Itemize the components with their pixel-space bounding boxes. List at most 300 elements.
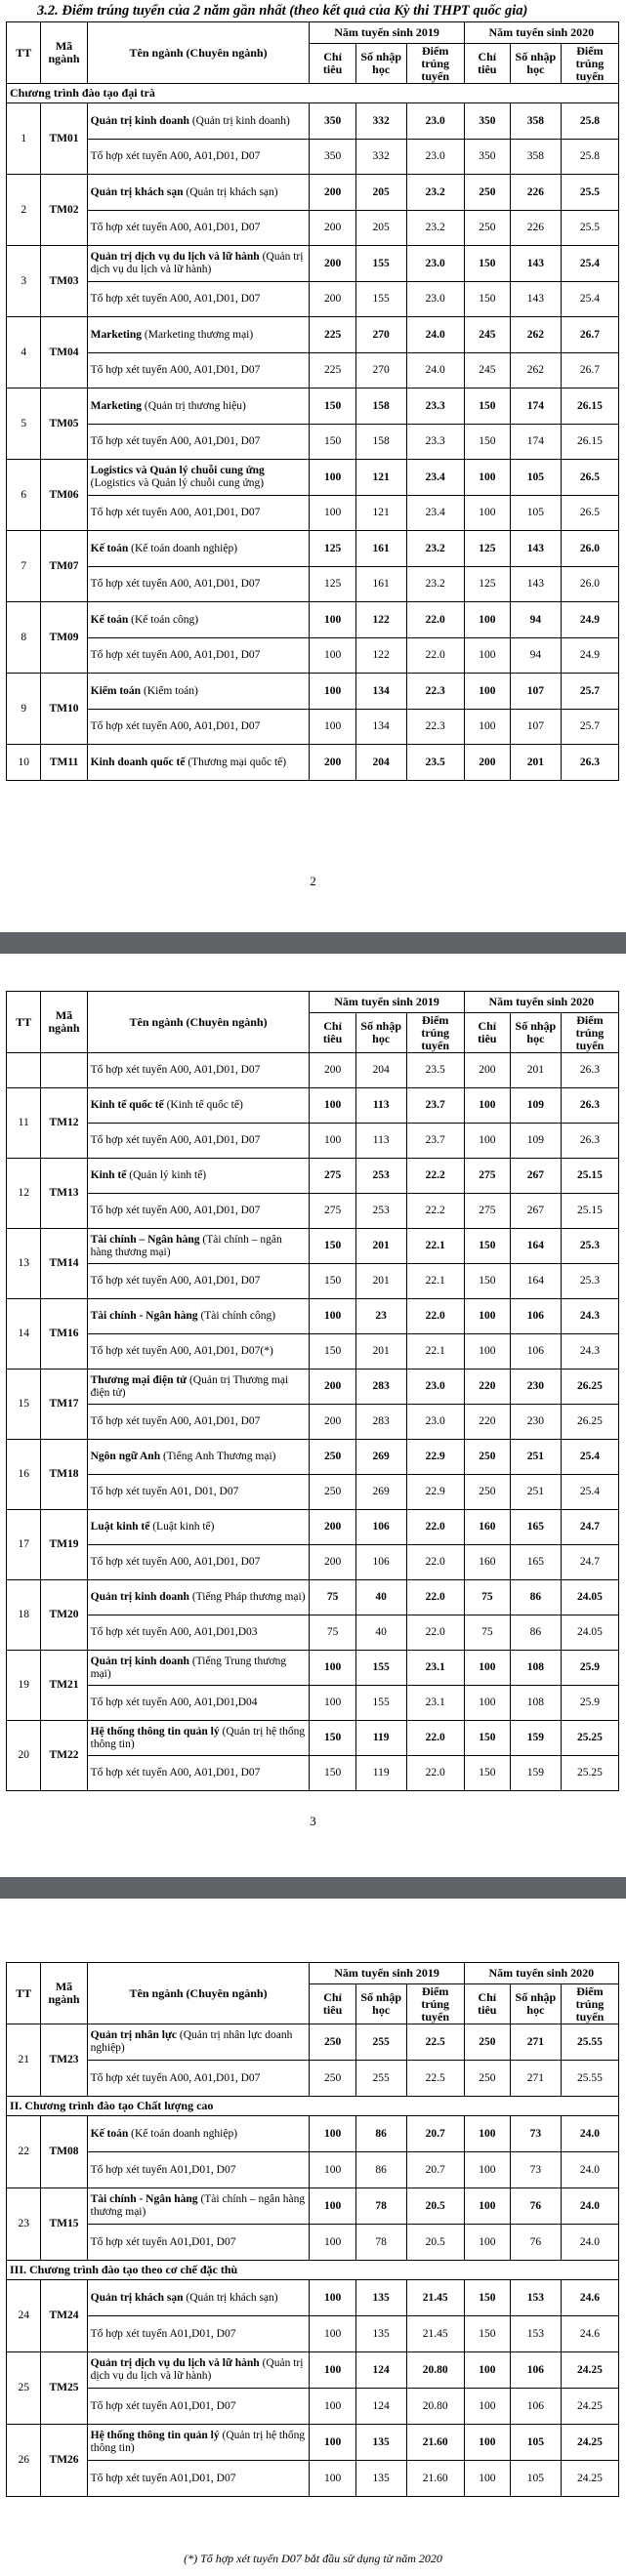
combination-row <box>7 1053 619 1088</box>
value-cell: 160 <box>464 1545 510 1580</box>
value-cell: 253 <box>355 1194 406 1229</box>
major-code: TM26 <box>41 2425 87 2497</box>
combination-name: Tổ hợp xét tuyển A00, A01,D01, D07 <box>87 710 310 745</box>
major-name: Hệ thống thông tin quản lý <box>90 2430 220 2441</box>
value-cell: 201 <box>355 1229 406 1264</box>
row-number: 14 <box>7 1299 41 1370</box>
value-cell: 25.25 <box>561 1756 618 1791</box>
value-cell: 24.25 <box>561 2389 618 2425</box>
value-cell: 100 <box>310 2152 355 2188</box>
value-cell: 155 <box>355 246 406 282</box>
major-name: Quản trị dịch vụ du lịch và lữ hành <box>90 2357 260 2369</box>
combination-name: Tổ hợp xét tuyển A00, A01,D01, D07 <box>87 1756 310 1791</box>
row-number: 25 <box>7 2352 41 2425</box>
major-specialization: (Tiếng Pháp thương mại) <box>191 1591 306 1603</box>
combination-name: Tổ hợp xét tuyển A01,D01, D07 <box>87 2152 310 2188</box>
major-row <box>7 1580 619 1615</box>
value-cell: 100 <box>464 2225 510 2261</box>
header-chi-tieu: Chỉ tiêu <box>310 1013 355 1053</box>
major-name-cell <box>87 1510 310 1545</box>
value-cell: 113 <box>355 1124 406 1159</box>
major-specialization: (Tiếng Trung thương mại) <box>90 1655 287 1680</box>
header-year-2019: Năm tuyển sinh 2019 <box>310 1963 464 1984</box>
major-name-cell <box>87 317 310 353</box>
header-row <box>7 1963 619 1984</box>
value-cell: 150 <box>310 425 355 460</box>
major-name: Kinh tế quốc tế <box>90 1099 164 1111</box>
row-number: 15 <box>7 1370 41 1440</box>
major-code: TM20 <box>41 1580 87 1651</box>
major-specialization: (Marketing thương mại) <box>144 328 254 341</box>
value-cell: 165 <box>510 1545 561 1580</box>
value-cell: 24.0 <box>406 353 464 388</box>
value-cell: 205 <box>355 211 406 246</box>
value-cell: 73 <box>510 2116 561 2152</box>
value-cell: 220 <box>464 1405 510 1440</box>
row-number: 17 <box>7 1510 41 1580</box>
header-diem-trung-tuyen: Điểm trúng tuyển <box>561 1013 618 1053</box>
value-cell: 24.9 <box>561 638 618 674</box>
value-cell: 100 <box>464 1299 510 1334</box>
value-cell: 350 <box>464 103 510 140</box>
value-cell: 201 <box>510 1053 561 1088</box>
major-name-cell <box>87 2116 310 2152</box>
combination-name: Tổ hợp xét tuyển A00, A01,D01, D07 <box>87 1405 310 1440</box>
major-code: TM09 <box>41 602 87 674</box>
combination-name: Tổ hợp xét tuyển A00, A01,D01, D07 <box>87 1545 310 1580</box>
major-code: TM08 <box>41 2116 87 2188</box>
value-cell: 106 <box>510 1334 561 1370</box>
value-cell: 25.15 <box>561 1159 618 1194</box>
combination-name: Tổ hợp xét tuyển A01,D01, D07 <box>87 2225 310 2261</box>
value-cell: 270 <box>355 317 406 353</box>
value-cell: 75 <box>310 1580 355 1615</box>
row-number: 12 <box>7 1159 41 1229</box>
value-cell: 100 <box>464 2461 510 2497</box>
value-cell: 251 <box>510 1440 561 1475</box>
value-cell: 150 <box>464 1264 510 1299</box>
major-row <box>7 2280 619 2316</box>
header-so-nhap-hoc: Số nhập học <box>355 1013 406 1053</box>
value-cell: 22.0 <box>406 1721 464 1756</box>
major-code: TM23 <box>41 2024 87 2097</box>
value-cell: 21.45 <box>406 2280 464 2316</box>
major-code: TM21 <box>41 1651 87 1721</box>
value-cell: 350 <box>464 140 510 175</box>
value-cell: 24.25 <box>561 2425 618 2461</box>
section-title: 3.2. Điểm trúng tuyển của 2 năm gần nhất (theo kết quả của Kỳ thi THPT quốc gia) <box>37 3 528 19</box>
header-diem-trung-tuyen: Điểm trúng tuyển <box>406 44 464 84</box>
program-group-row <box>7 2097 619 2116</box>
header-so-nhap-hoc: Số nhập học <box>510 1013 561 1053</box>
value-cell: 135 <box>355 2425 406 2461</box>
header-tt: TT <box>7 22 41 84</box>
value-cell: 135 <box>355 2461 406 2497</box>
value-cell: 86 <box>355 2152 406 2188</box>
value-cell: 106 <box>355 1510 406 1545</box>
value-cell: 174 <box>510 388 561 425</box>
combination-name: Tổ hợp xét tuyển A01,D01, D07 <box>87 2316 310 2352</box>
header-ma-nganh: Mã ngành <box>41 22 87 84</box>
value-cell: 119 <box>355 1756 406 1791</box>
value-cell: 26.7 <box>561 317 618 353</box>
value-cell: 150 <box>464 246 510 282</box>
major-specialization: (Quản trị dịch vụ du lịch và lữ hành) <box>90 251 304 275</box>
value-cell: 24.3 <box>561 1334 618 1370</box>
value-cell: 200 <box>464 1053 510 1088</box>
value-cell: 250 <box>464 2024 510 2061</box>
header-row <box>7 992 619 1013</box>
combination-name: Tổ hợp xét tuyển A00, A01,D01, D07 <box>87 567 310 602</box>
value-cell: 26.25 <box>561 1370 618 1405</box>
header-diem-trung-tuyen: Điểm trúng tuyển <box>561 1984 618 2024</box>
value-cell: 22.0 <box>406 1545 464 1580</box>
value-cell: 267 <box>510 1159 561 1194</box>
value-cell: 24.05 <box>561 1580 618 1615</box>
value-cell: 100 <box>310 2461 355 2497</box>
value-cell: 250 <box>464 175 510 211</box>
program-group-label: II. Chương trình đào tạo Chất lượng cao <box>7 2097 619 2116</box>
major-row <box>7 1510 619 1545</box>
combination-row <box>7 1194 619 1229</box>
value-cell: 155 <box>355 1686 406 1721</box>
major-specialization: (Kinh tế quốc tế) <box>166 1099 243 1111</box>
major-code: TM19 <box>41 1510 87 1580</box>
value-cell: 105 <box>510 496 561 531</box>
value-cell: 158 <box>355 388 406 425</box>
value-cell: 22.1 <box>406 1334 464 1370</box>
value-cell: 100 <box>310 1651 355 1686</box>
major-row <box>7 175 619 211</box>
value-cell: 150 <box>310 1264 355 1299</box>
value-cell: 76 <box>510 2188 561 2225</box>
value-cell: 262 <box>510 317 561 353</box>
combination-row <box>7 425 619 460</box>
major-name: Kế toán <box>90 613 129 626</box>
value-cell: 164 <box>510 1229 561 1264</box>
value-cell: 24.7 <box>561 1545 618 1580</box>
value-cell: 40 <box>355 1580 406 1615</box>
value-cell: 26.3 <box>561 745 618 781</box>
value-cell: 75 <box>464 1615 510 1651</box>
value-cell: 25.8 <box>561 140 618 175</box>
value-cell: 22.2 <box>406 1159 464 1194</box>
value-cell: 134 <box>355 674 406 710</box>
major-name-cell <box>87 1370 310 1405</box>
page-separator <box>0 1877 626 1899</box>
value-cell: 155 <box>355 1651 406 1686</box>
value-cell: 25.7 <box>561 710 618 745</box>
value-cell: 25.8 <box>561 103 618 140</box>
major-name-cell <box>87 2188 310 2225</box>
value-cell: 200 <box>310 745 355 781</box>
value-cell: 100 <box>310 1088 355 1124</box>
value-cell: 24.6 <box>561 2316 618 2352</box>
major-row <box>7 2024 619 2061</box>
value-cell: 25.3 <box>561 1229 618 1264</box>
value-cell: 200 <box>310 211 355 246</box>
value-cell: 332 <box>355 103 406 140</box>
value-cell: 150 <box>464 1756 510 1791</box>
value-cell: 100 <box>310 2116 355 2152</box>
major-name: Kiểm toán <box>90 684 142 697</box>
value-cell: 113 <box>355 1088 406 1124</box>
value-cell: 250 <box>310 1440 355 1475</box>
major-specialization: (Tài chính công) <box>200 1310 276 1322</box>
header-so-nhap-hoc: Số nhập học <box>355 44 406 84</box>
value-cell: 100 <box>464 1334 510 1370</box>
value-cell: 106 <box>510 2389 561 2425</box>
major-specialization: (Kế toán doanh nghiệp) <box>131 542 238 554</box>
combination-row <box>7 2316 619 2352</box>
value-cell: 75 <box>464 1580 510 1615</box>
value-cell: 20.80 <box>406 2389 464 2425</box>
combination-name: Tổ hợp xét tuyển A00, A01,D01, D07 <box>87 496 310 531</box>
value-cell: 226 <box>510 175 561 211</box>
major-specialization: (Quản lý kinh tế) <box>129 1169 207 1181</box>
header-row <box>7 22 619 44</box>
value-cell: 204 <box>355 1053 406 1088</box>
value-cell: 100 <box>464 1651 510 1686</box>
major-specialization: (Quản trị thương hiệu) <box>144 399 246 412</box>
value-cell: 255 <box>355 2024 406 2061</box>
value-cell: 150 <box>464 1721 510 1756</box>
major-code: TM22 <box>41 1721 87 1791</box>
value-cell: 143 <box>510 246 561 282</box>
major-name-cell <box>87 1580 310 1615</box>
value-cell: 150 <box>464 2316 510 2352</box>
value-cell: 200 <box>464 745 510 781</box>
major-row <box>7 317 619 353</box>
value-cell: 23.3 <box>406 388 464 425</box>
header-chi-tieu: Chỉ tiêu <box>464 1984 510 2024</box>
header-ten-nganh: Tên ngành (Chuyên ngành) <box>87 992 310 1053</box>
value-cell: 20.7 <box>406 2152 464 2188</box>
value-cell: 105 <box>510 2461 561 2497</box>
value-cell: 200 <box>310 282 355 317</box>
major-specialization: (Logistics và Quản lý chuỗi cung ứng) <box>90 477 265 489</box>
row-number: 23 <box>7 2188 41 2261</box>
value-cell: 251 <box>510 1475 561 1510</box>
value-cell: 22.3 <box>406 710 464 745</box>
major-name: Quản trị kinh doanh <box>90 1655 189 1667</box>
value-cell: 205 <box>355 175 406 211</box>
combination-name: Tổ hợp xét tuyển A00, A01,D01, D07 <box>87 211 310 246</box>
value-cell: 255 <box>355 2061 406 2097</box>
value-cell: 100 <box>310 2280 355 2316</box>
value-cell: 150 <box>310 1756 355 1791</box>
major-specialization: (Quản trị kinh doanh) <box>191 114 290 127</box>
major-name: Quản trị nhân lực <box>90 2029 178 2041</box>
row-number: 6 <box>7 460 41 531</box>
value-cell: 271 <box>510 2024 561 2061</box>
value-cell: 25.4 <box>561 1475 618 1510</box>
value-cell: 25.3 <box>561 1264 618 1299</box>
value-cell: 100 <box>310 638 355 674</box>
header-so-nhap-hoc: Số nhập học <box>510 1984 561 2024</box>
major-row <box>7 460 619 496</box>
major-name: Luật kinh tế <box>90 1521 150 1533</box>
value-cell: 150 <box>310 1721 355 1756</box>
major-name: Marketing <box>90 328 143 341</box>
value-cell: 94 <box>510 638 561 674</box>
value-cell: 108 <box>510 1686 561 1721</box>
value-cell: 24.7 <box>561 1510 618 1545</box>
value-cell: 122 <box>355 638 406 674</box>
major-row <box>7 1299 619 1334</box>
value-cell: 24.25 <box>561 2352 618 2389</box>
value-cell: 201 <box>510 745 561 781</box>
major-specialization: (Luật kinh tế) <box>152 1521 215 1533</box>
value-cell: 26.3 <box>561 1124 618 1159</box>
header-tt: TT <box>7 992 41 1053</box>
value-cell: 125 <box>310 567 355 602</box>
value-cell: 332 <box>355 140 406 175</box>
combination-row <box>7 2461 619 2497</box>
major-row <box>7 2116 619 2152</box>
major-name: Kế toán <box>90 2127 129 2140</box>
header-chi-tieu: Chỉ tiêu <box>464 44 510 84</box>
major-row <box>7 2352 619 2389</box>
combination-row <box>7 282 619 317</box>
value-cell: 269 <box>355 1475 406 1510</box>
major-name-cell <box>87 175 310 211</box>
value-cell: 86 <box>355 2116 406 2152</box>
value-cell: 26.0 <box>561 531 618 567</box>
combination-name: Tổ hợp xét tuyển A00, A01,D01, D07 <box>87 1194 310 1229</box>
value-cell: 124 <box>355 2352 406 2389</box>
value-cell: 22.2 <box>406 1194 464 1229</box>
major-row <box>7 2188 619 2225</box>
combination-row <box>7 1334 619 1370</box>
value-cell: 23.0 <box>406 246 464 282</box>
header-ma-nganh: Mã ngành <box>41 1963 87 2024</box>
value-cell: 226 <box>510 211 561 246</box>
value-cell: 78 <box>355 2188 406 2225</box>
value-cell: 275 <box>464 1194 510 1229</box>
value-cell: 100 <box>464 674 510 710</box>
value-cell: 275 <box>464 1159 510 1194</box>
value-cell: 100 <box>310 674 355 710</box>
major-specialization: (Quản trị nhân lực doanh nghiệp) <box>90 2029 293 2054</box>
combination-row <box>7 140 619 175</box>
combination-name: Tổ hợp xét tuyển A00, A01,D01,D03 <box>87 1615 310 1651</box>
header-chi-tieu: Chỉ tiêu <box>310 44 355 84</box>
value-cell: 100 <box>310 2188 355 2225</box>
value-cell: 143 <box>510 531 561 567</box>
value-cell: 21.45 <box>406 2316 464 2352</box>
value-cell: 23.0 <box>406 103 464 140</box>
major-specialization: (Kiểm toán) <box>143 684 198 697</box>
value-cell: 100 <box>464 460 510 496</box>
combination-row <box>7 1405 619 1440</box>
value-cell: 23.2 <box>406 211 464 246</box>
value-cell: 86 <box>510 1615 561 1651</box>
major-code: TM18 <box>41 1440 87 1510</box>
major-name-cell <box>87 1440 310 1475</box>
major-name-cell <box>87 1721 310 1756</box>
program-group-row <box>7 84 619 103</box>
major-row <box>7 1229 619 1264</box>
major-row <box>7 1440 619 1475</box>
value-cell: 22.9 <box>406 1440 464 1475</box>
value-cell: 100 <box>310 1686 355 1721</box>
major-name: Tài chính - Ngân hàng <box>90 2193 198 2205</box>
value-cell: 23.0 <box>406 1405 464 1440</box>
major-name: Quản trị khách sạn <box>90 2291 184 2304</box>
major-row <box>7 1721 619 1756</box>
major-code: TM17 <box>41 1370 87 1440</box>
value-cell: 200 <box>310 1545 355 1580</box>
value-cell: 24.25 <box>561 2461 618 2497</box>
value-cell: 23.0 <box>406 1370 464 1405</box>
header-tt: TT <box>7 1963 41 2024</box>
value-cell: 250 <box>464 211 510 246</box>
value-cell: 25.9 <box>561 1651 618 1686</box>
major-name-cell <box>87 103 310 140</box>
major-name-cell <box>87 745 310 781</box>
value-cell: 109 <box>510 1088 561 1124</box>
major-specialization: (Quản trị hệ thống thông tin) <box>90 1725 306 1750</box>
header-diem-trung-tuyen: Điểm trúng tuyển <box>561 44 618 84</box>
value-cell: 24.0 <box>561 2116 618 2152</box>
value-cell: 100 <box>310 1299 355 1334</box>
value-cell: 23 <box>355 1299 406 1334</box>
value-cell: 26.5 <box>561 496 618 531</box>
major-name-cell <box>87 460 310 496</box>
value-cell: 100 <box>310 460 355 496</box>
row-number: 2 <box>7 175 41 246</box>
value-cell: 350 <box>310 140 355 175</box>
value-cell: 23.2 <box>406 567 464 602</box>
value-cell: 22.3 <box>406 674 464 710</box>
value-cell: 158 <box>355 425 406 460</box>
row-number: 26 <box>7 2425 41 2497</box>
value-cell: 250 <box>464 2061 510 2097</box>
row-number: 21 <box>7 2024 41 2097</box>
major-code: TM14 <box>41 1229 87 1299</box>
major-code: TM06 <box>41 460 87 531</box>
combination-row <box>7 1756 619 1791</box>
value-cell: 40 <box>355 1615 406 1651</box>
admission-score-table-page-3 <box>6 1962 619 2497</box>
value-cell: 21.60 <box>406 2425 464 2461</box>
value-cell: 107 <box>510 710 561 745</box>
value-cell: 150 <box>464 1229 510 1264</box>
value-cell: 100 <box>310 2352 355 2389</box>
value-cell: 20.5 <box>406 2225 464 2261</box>
value-cell: 105 <box>510 460 561 496</box>
value-cell: 23.2 <box>406 531 464 567</box>
value-cell: 73 <box>510 2152 561 2188</box>
row-number: 1 <box>7 103 41 175</box>
combination-row <box>7 2389 619 2425</box>
major-name-cell <box>87 2024 310 2061</box>
major-code: TM13 <box>41 1159 87 1229</box>
major-specialization: (Kế toán công) <box>131 613 199 626</box>
value-cell: 22.0 <box>406 1615 464 1651</box>
combination-row <box>7 2225 619 2261</box>
value-cell: 23.7 <box>406 1088 464 1124</box>
major-name: Kinh tế <box>90 1169 127 1181</box>
value-cell: 100 <box>464 1088 510 1124</box>
value-cell: 150 <box>464 282 510 317</box>
value-cell: 22.1 <box>406 1264 464 1299</box>
header-ten-nganh: Tên ngành (Chuyên ngành) <box>87 1963 310 2024</box>
value-cell: 106 <box>355 1545 406 1580</box>
header-year-2019: Năm tuyển sinh 2019 <box>310 22 464 44</box>
major-name-cell <box>87 602 310 638</box>
